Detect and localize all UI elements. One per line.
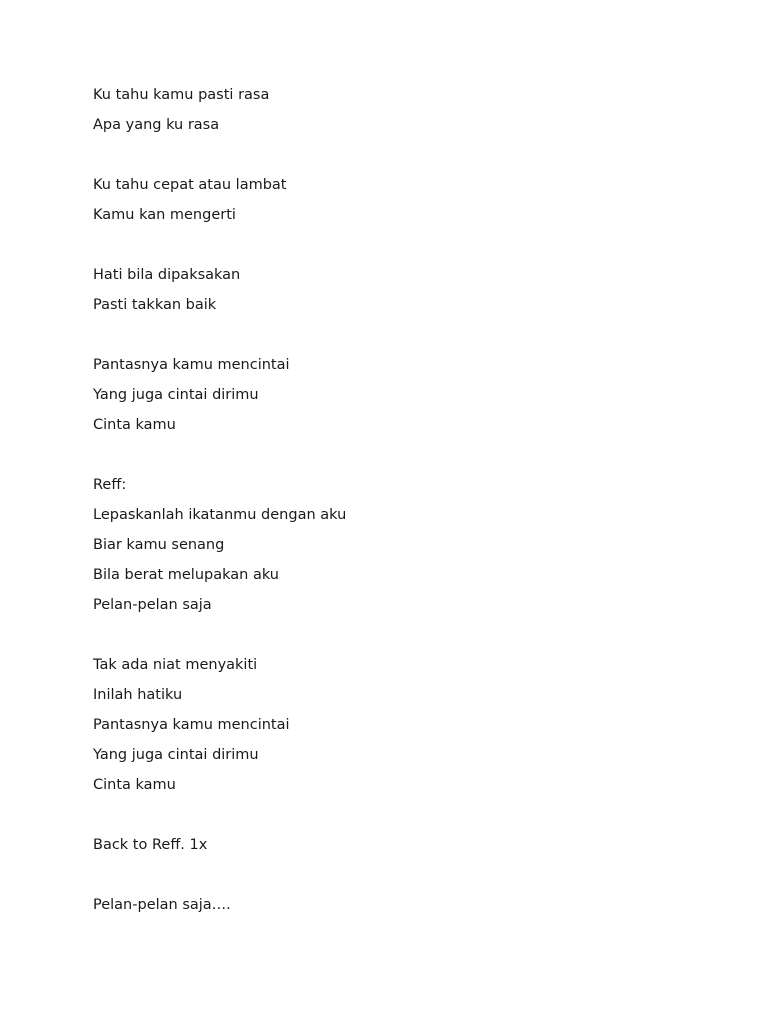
back-to-reff-note: Back to Reff. 1x: [93, 837, 208, 853]
lyric-line: Lepaskanlah ikatanmu dengan aku: [93, 507, 347, 523]
lyric-line: Biar kamu senang: [93, 537, 225, 553]
stanza: [93, 654, 693, 804]
stanza: [93, 894, 693, 924]
lyric-line: Bila berat melupakan aku: [93, 567, 279, 583]
stanza-gap: [93, 144, 693, 174]
lyric-line: Pasti takkan baik: [93, 297, 217, 313]
stanza-gap: [93, 324, 693, 354]
lyric-line: Yang juga cintai dirimu: [93, 747, 259, 763]
lyric-line: Hati bila dipaksakan: [93, 267, 241, 283]
lyric-line: Pelan-pelan saja: [93, 597, 212, 613]
lyric-line: Ku tahu cepat atau lambat: [93, 177, 287, 193]
lyric-line: Kamu kan mengerti: [93, 207, 236, 223]
stanza: [93, 264, 693, 324]
stanza-gap: [93, 444, 693, 474]
lyric-line: Tak ada niat menyakiti: [93, 657, 258, 673]
lyric-line: Cinta kamu: [93, 777, 176, 793]
stanza-reff: [93, 474, 693, 624]
lyric-line: Apa yang ku rasa: [93, 117, 220, 133]
stanza: [93, 84, 693, 144]
stanza: [93, 834, 693, 864]
lyric-line: Pantasnya kamu mencintai: [93, 357, 290, 373]
lyric-line: Pelan-pelan saja….: [93, 897, 231, 913]
lyric-line: Pantasnya kamu mencintai: [93, 717, 290, 733]
stanza: [93, 354, 693, 444]
stanza-gap: [93, 624, 693, 654]
stanza-gap: [93, 234, 693, 264]
stanza: [93, 174, 693, 234]
lyrics-body: [93, 84, 693, 924]
lyric-line: Ku tahu kamu pasti rasa: [93, 87, 270, 103]
stanza-gap: [93, 864, 693, 894]
reff-heading: Reff:: [93, 477, 127, 493]
lyric-line: Cinta kamu: [93, 417, 176, 433]
stanza-gap: [93, 804, 693, 834]
lyric-line: Yang juga cintai dirimu: [93, 387, 259, 403]
lyric-line: Inilah hatiku: [93, 687, 183, 703]
